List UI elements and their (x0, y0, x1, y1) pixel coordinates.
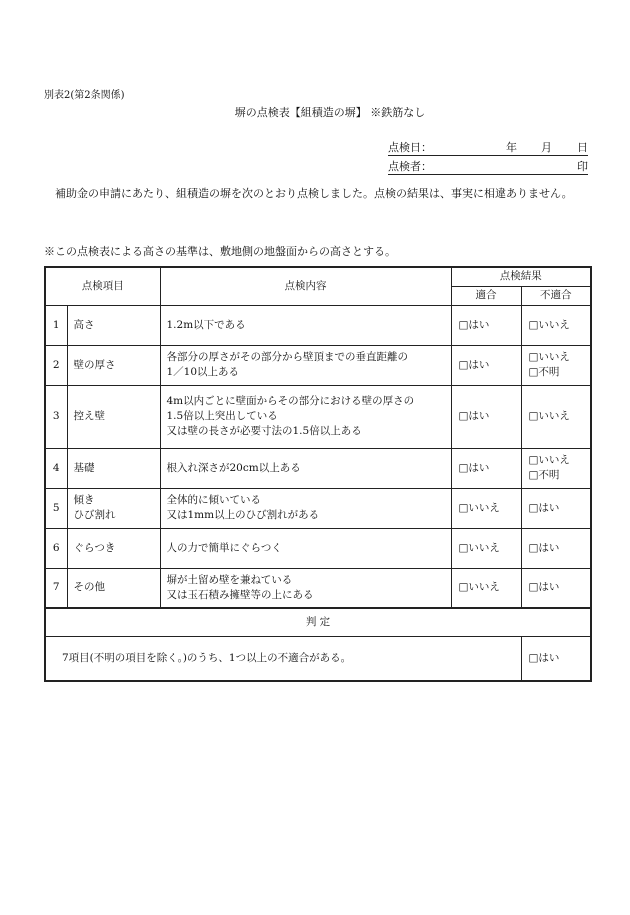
inspector-label: 点検者： (388, 160, 432, 173)
checkbox-nonconforming[interactable]: □はい (521, 528, 591, 568)
checkbox-conforming[interactable]: □はい (451, 448, 521, 488)
inspection-table (44, 266, 592, 682)
row-item: 壁の厚さ (67, 345, 160, 385)
checkbox-nonconforming[interactable]: □いいえ □不明 (521, 345, 591, 385)
row-item: 基礎 (67, 448, 160, 488)
row-number: 7 (45, 568, 67, 608)
checkbox-conforming[interactable]: □いいえ (451, 568, 521, 608)
checkbox-nonconforming[interactable]: □はい (521, 568, 591, 608)
inspection-date-line (388, 139, 588, 156)
checkbox-conforming[interactable]: □はい (451, 305, 521, 345)
row-item: 傾き ひび割れ (67, 488, 160, 528)
row-content: 人の力で簡単にぐらつく (160, 528, 451, 568)
row-content: 1.2m以下である (160, 305, 451, 345)
table-row (45, 345, 591, 385)
inspector-line (388, 158, 588, 175)
header-nonconforming: 不適合 (521, 286, 591, 305)
checkbox-judgement[interactable]: □はい (521, 636, 591, 681)
header-conforming: 適合 (451, 286, 521, 305)
appendix-label: 別表2(第2条関係) (44, 90, 125, 101)
month-label: 月 (541, 141, 552, 154)
judgement-text: 7項目(不明の項目を除く。)のうち、1つ以上の不適合がある。 (45, 636, 521, 681)
row-number: 6 (45, 528, 67, 568)
row-number: 1 (45, 305, 67, 345)
row-content: 塀が土留め壁を兼ねている 又は玉石積み擁壁等の上にある (160, 568, 451, 608)
row-number: 2 (45, 345, 67, 385)
row-content: 各部分の厚さがその部分から壁頂までの垂直距離の 1／10以上ある (160, 345, 451, 385)
table-row (45, 488, 591, 528)
table-row (45, 528, 591, 568)
checkbox-nonconforming[interactable]: □いいえ □不明 (521, 448, 591, 488)
row-number: 5 (45, 488, 67, 528)
header-inspection-item: 点検項目 (45, 267, 160, 305)
header-inspection-content: 点検内容 (160, 267, 451, 305)
day-label: 日 (577, 141, 588, 154)
table-row (45, 448, 591, 488)
checkbox-nonconforming[interactable]: □はい (521, 488, 591, 528)
checkbox-nonconforming[interactable]: □いいえ (521, 305, 591, 345)
row-content: 全体的に傾いている 又は1mm以上のひび割れがある (160, 488, 451, 528)
year-label: 年 (506, 141, 517, 154)
inspection-date-label: 点検日： (388, 141, 432, 154)
table-row (45, 305, 591, 345)
checkbox-conforming[interactable]: □はい (451, 345, 521, 385)
row-number: 4 (45, 448, 67, 488)
table-row (45, 568, 591, 608)
page-title: 塀の点検表【組積造の塀】 ※鉄筋なし (234, 106, 426, 119)
judgement-header: 判 定 (45, 608, 591, 636)
checkbox-nonconforming[interactable]: □いいえ (521, 385, 591, 448)
row-content: 4m以内ごとに壁面からその部分における壁の厚さの 1.5倍以上突出している 又は壁の長さが必要寸法の1.5倍以上ある (160, 385, 451, 448)
row-item: その他 (67, 568, 160, 608)
table-row (45, 385, 591, 448)
height-note: ※この点検表による高さの基準は、敷地側の地盤面からの高さとする。 (44, 245, 396, 258)
row-content: 根入れ深さが20cm以上ある (160, 448, 451, 488)
checkbox-conforming[interactable]: □いいえ (451, 488, 521, 528)
row-item: 控え壁 (67, 385, 160, 448)
intro-text: 補助金の申請にあたり、組積造の塀を次のとおり点検しました。点検の結果は、事実に相違ありません。 (55, 187, 573, 200)
checkbox-conforming[interactable]: □はい (451, 385, 521, 448)
row-number: 3 (45, 385, 67, 448)
checkbox-conforming[interactable]: □いいえ (451, 528, 521, 568)
row-item: ぐらつき (67, 528, 160, 568)
row-item: 高さ (67, 305, 160, 345)
seal-label: 印 (577, 160, 588, 173)
header-inspection-result: 点検結果 (451, 267, 591, 286)
